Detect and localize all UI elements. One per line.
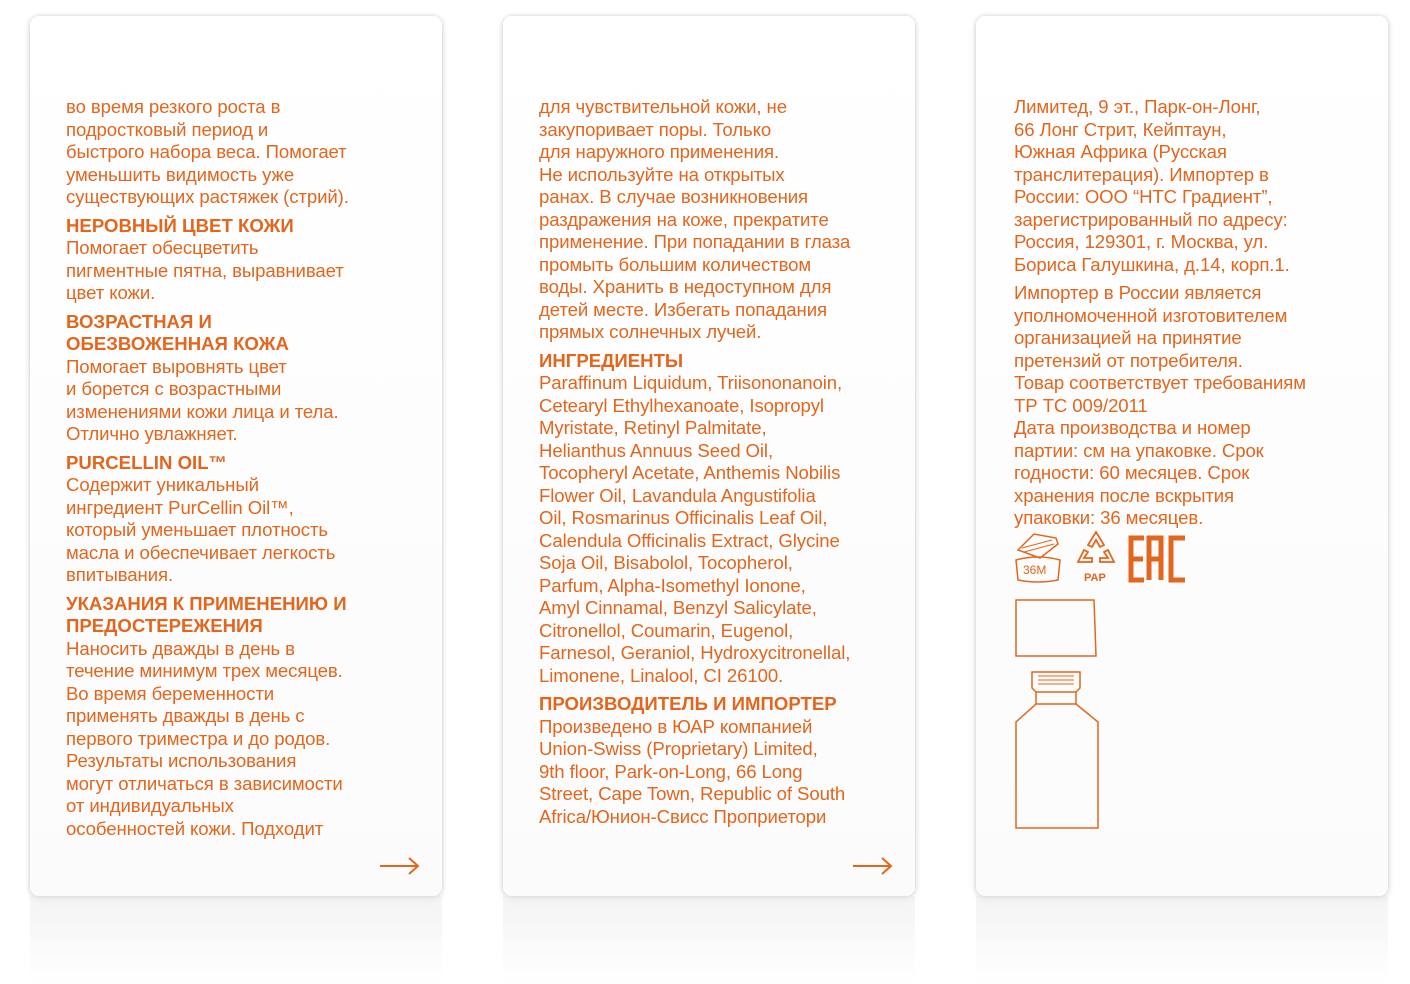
recycle-pap-icon — [1074, 528, 1118, 586]
label-panel-2 — [503, 16, 915, 896]
manufacturer-text: Произведено в ЮАР компанией Union-Swiss (Proprietary) Limited, 9th floor, Park-on-Long, 66 Long Street, Cape Town, Republic of South Africa/Юнион-Свисс Проприетори — [539, 715, 846, 827]
ingredients-text: Paraffinum Liquidum, Triisononanoin, Cetearyl Ethylhexanoate, Isopropyl Myristate, Retinyl Palmitate, Helianthus Annuus Seed Oil, Tocopheryl Acetate, Anthemis Nobilis Flower Oil, Lavandula Angustifolia Oil, Rosmarinus Officinalis Leaf Oil, Calendula Officinalis Extract, Glycine Soja Oil, Bisabolol, Tocopherol, Parfum, Alpha-Isomethyl Ionone, Amyl Cinnamal, Benzyl Salicylate, Citronellol, Coumarin, Eugenol, Farnesol, Geraniol, Hydroxycitronellal, Limonene, Linalool, CI 26100. — [539, 372, 851, 686]
panel-1-text — [66, 96, 430, 846]
manufacturer-heading: ПРОИЗВОДИТЕЛЬ И ИМПОРТЕР — [539, 693, 837, 714]
bottle-icon — [1014, 596, 1104, 836]
packaging-symbols — [1012, 528, 1202, 588]
importer-info-text: Импортер в России является уполномоченной изготовителем организацией на принятие претензий от потребителя. Товар соответствует требованиям ТР ТС 009/2011 Дата производства и номер партии: см на упаковке. Срок годности: 60 месяцев. Срок хранения после вскрытия упаковки: 36 месяцев. — [1014, 282, 1306, 528]
aging-skin-text: Помогает выровнять цвет и борется с возрастными изменениями кожи лица и тела. Отлично увлажняет. — [66, 355, 339, 444]
open-jar-icon — [1012, 528, 1064, 584]
ingredients-heading: ИНГРЕДИЕНТЫ — [539, 349, 684, 371]
usage-text: Наносить дважды в день в течение минимум трех месяцев. Во время беременности применять дважды в день с первого триместра и до родов. Результаты использования могут отличаться в зависимости от индивидуальных особенностей кожи. Подходит — [66, 637, 343, 839]
pao-label: 36M — [1023, 563, 1047, 577]
label-panel-1 — [30, 16, 442, 896]
stretch-marks-text: во время резкого роста в подростковый период и быстрого набора веса. Помогает уменьшить видимость уже существующих растяжек (стрий). — [66, 96, 349, 207]
panel-2-text — [539, 96, 903, 834]
pap-label: PAP — [1084, 572, 1106, 584]
panel-3-text — [1014, 96, 1384, 536]
uneven-tone-text: Помогает обесцветить пигментные пятна, выравнивает цвет кожи. — [66, 237, 344, 303]
arrow-right-icon — [378, 856, 422, 876]
eac-mark-icon — [1127, 534, 1189, 584]
purcellin-heading: PURCELLIN OIL™ — [66, 451, 228, 473]
bottle-drawing — [1014, 596, 1104, 836]
usage-heading: УКАЗАНИЯ К ПРИМЕНЕНИЮ И ПРЕДОСТЕРЕЖЕНИЯ — [66, 592, 347, 636]
bottle-cap-icon — [1016, 600, 1096, 656]
manufacturer-address-text: Лимитед, 9 эт., Парк-он-Лонг, 66 Лонг Стрит, Кейптаун, Южная Африка (Русская транслитерация). Импортер в России: ООО “НТС Градиент”, зарегистрированный по адресу: Россия, 129301, г. Москва, ул. Бориса Галушкина, д.14, корп.1. — [1014, 96, 1290, 275]
arrow-right-icon — [851, 856, 895, 876]
label-panel-3 — [976, 16, 1388, 896]
aging-skin-heading: ВОЗРАСТНАЯ И ОБЕЗВОЖЕННАЯ КОЖА — [66, 310, 289, 354]
uneven-tone-heading: НЕРОВНЫЙ ЦВЕТ КОЖИ — [66, 214, 294, 236]
precautions-text: для чувствительной кожи, не закупоривает поры. Только для наружного применения. Не используйте на открытых ранах. В случае возникновения раздражения на коже, прекратите применение. При попадании в глаза промыть большим количеством воды. Хранить в недоступном для детей месте. Избегать попадания прямых солнечных лучей. — [539, 96, 851, 342]
purcellin-text: Содержит уникальный ингредиент PurCellin Oil™, который уменьшает плотность масла и обеспечивает легкость впитывания. — [66, 474, 336, 585]
